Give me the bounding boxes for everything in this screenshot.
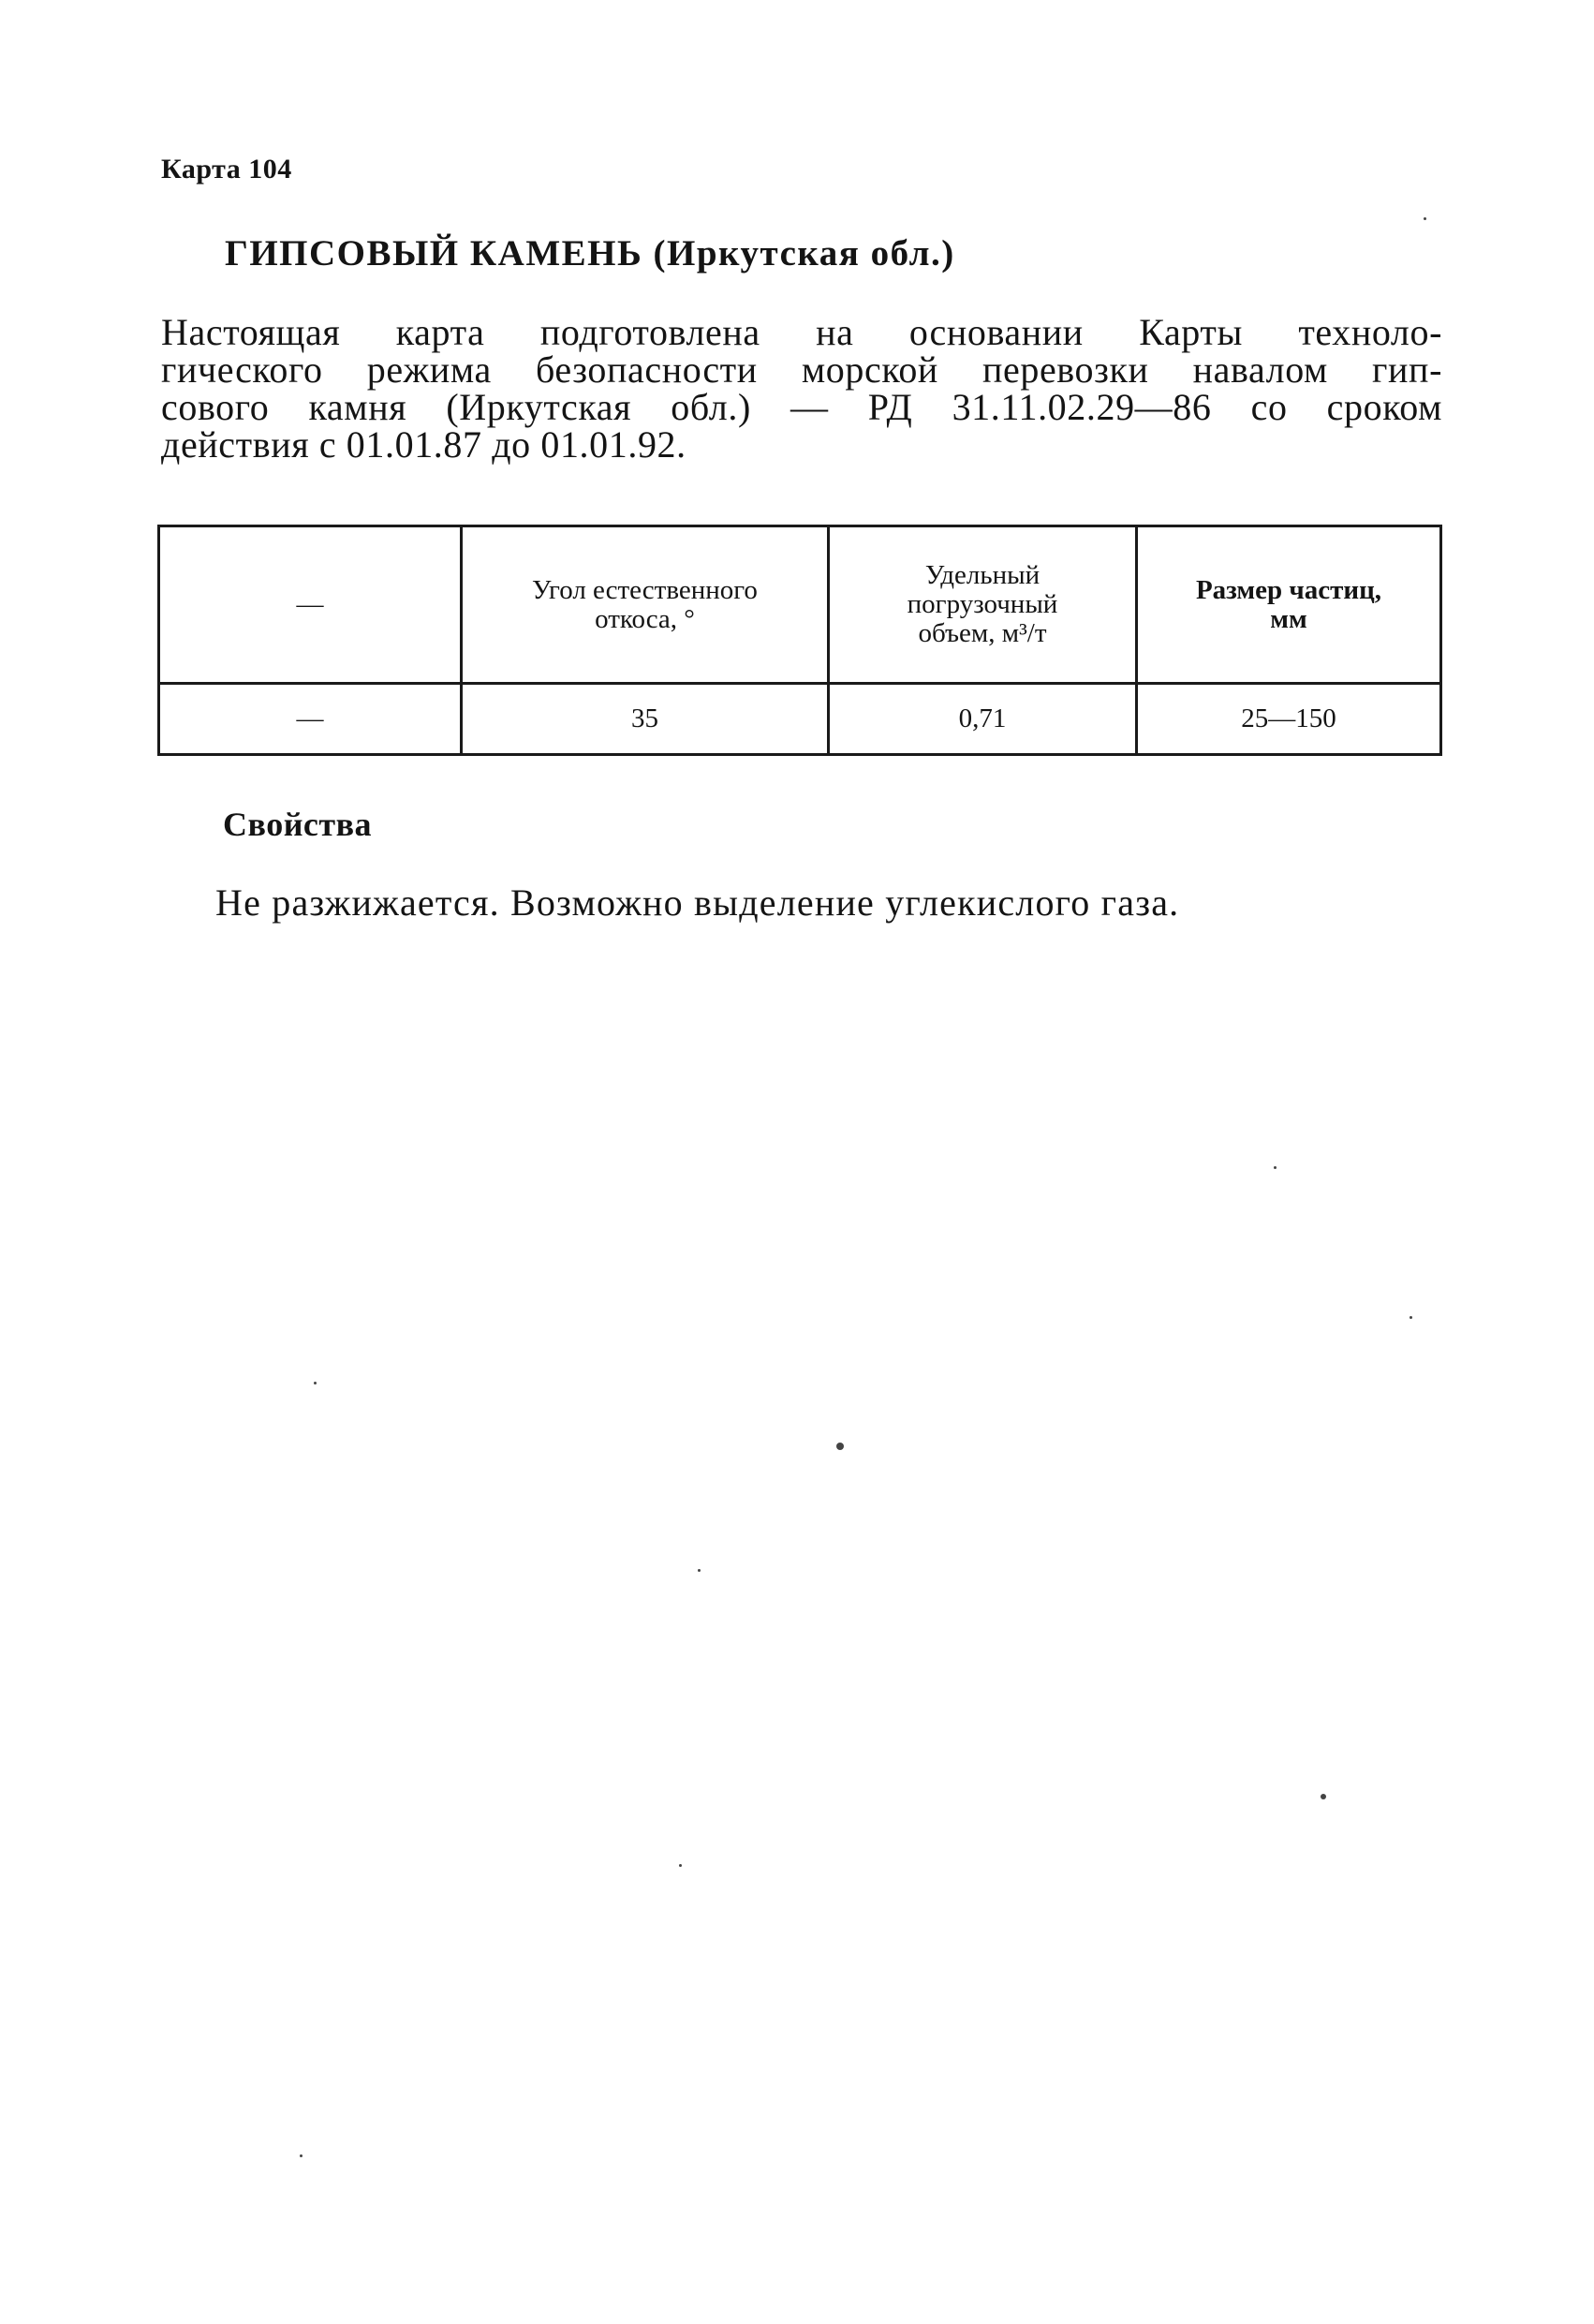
scan-speck xyxy=(679,1864,682,1867)
intro-line: сового камня (Иркутская обл.) — РД 31.11.02.29—86 со сроком xyxy=(161,386,1442,428)
document-title: ГИПСОВЫЙ КАМЕНЬ (Иркутская обл.) xyxy=(225,233,955,274)
header-line: Угол естественного xyxy=(532,574,758,605)
header-line: откоса, ° xyxy=(595,603,695,634)
intro-paragraph xyxy=(161,311,1442,466)
table-header-cell xyxy=(160,527,460,682)
scan-speck xyxy=(836,1443,844,1450)
header-dash: — xyxy=(296,589,324,619)
header-line: Размер частиц, xyxy=(1195,574,1382,605)
table-cell: 25—150 xyxy=(1241,703,1336,733)
properties-heading: Свойства xyxy=(223,806,373,843)
table-header-cell xyxy=(1138,527,1439,682)
properties-text: Не разжижается. Возможно выделение углекислого газа. xyxy=(215,881,1180,924)
header-line: погрузочный xyxy=(907,589,1058,619)
table-right-border xyxy=(1439,525,1442,756)
scan-speck xyxy=(300,2154,303,2157)
table-bottom-rule xyxy=(157,753,1442,756)
table-cell: 35 xyxy=(631,703,658,733)
scan-speck xyxy=(314,1382,317,1384)
header-line: объем, м³/т xyxy=(918,618,1047,648)
intro-line: Настоящая карта подготовлена на основании Карты техноло- xyxy=(161,311,1442,353)
scan-speck xyxy=(1274,1166,1277,1169)
table-cell: 0,71 xyxy=(958,703,1007,733)
intro-line: действия с 01.01.87 до 01.01.92. xyxy=(161,423,686,466)
intro-line: гического режима безопасности морской перевозки навалом гип- xyxy=(161,348,1442,391)
scan-speck xyxy=(1410,1316,1412,1319)
table-header-cell xyxy=(830,527,1135,682)
header-line: мм xyxy=(1270,603,1307,634)
scan-speck xyxy=(698,1569,701,1572)
scan-speck xyxy=(1424,217,1426,220)
page-label: Карта 104 xyxy=(161,154,292,185)
scan-speck xyxy=(1321,1794,1326,1799)
table-cell: — xyxy=(296,703,324,733)
header-line: Удельный xyxy=(924,560,1041,590)
properties-table xyxy=(157,525,1442,759)
table-header-cell xyxy=(463,527,827,682)
